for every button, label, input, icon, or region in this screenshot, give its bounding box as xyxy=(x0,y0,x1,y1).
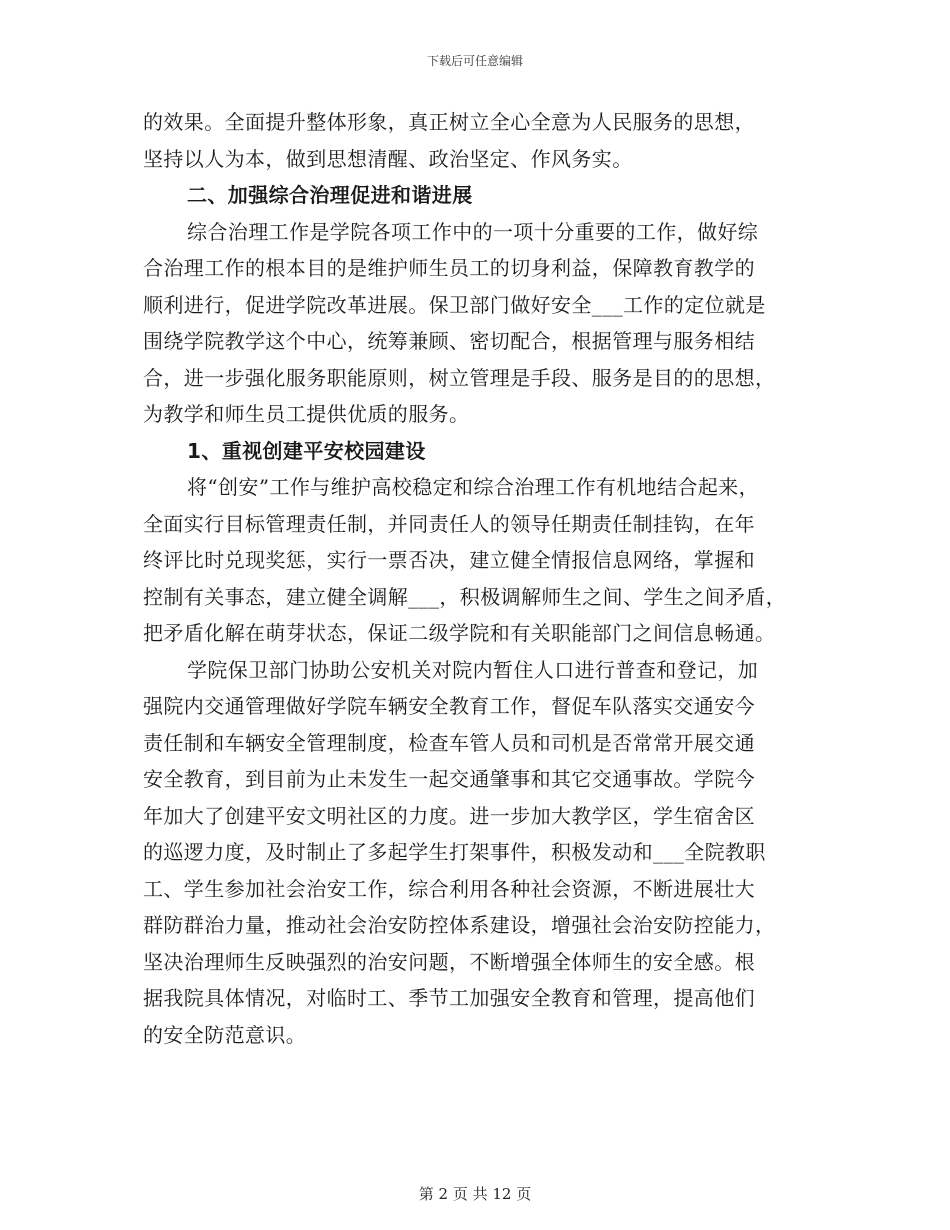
paragraph-line: 围绕学院教学这个中心，统筹兼顾、密切配合，根据管理与服务相结 xyxy=(143,329,755,353)
paragraph-line: 把矛盾化解在萌芽状态，保证二级学院和有关职能部门之间信息畅通。 xyxy=(143,621,776,645)
section-heading: 二、加强综合治理促进和谐进展 xyxy=(187,183,473,207)
paragraph-line: 终评比时兑现奖惩，实行一票否决，建立健全情报信息网络，掌握和 xyxy=(143,548,755,572)
paragraph-line: 为教学和师生员工提供优质的服务。 xyxy=(143,402,470,426)
paragraph-line: 顺利进行，促进学院改革进展。保卫部门做好安全___工作的定位就是 xyxy=(143,292,766,317)
paragraph-line: 控制有关事态，建立健全调解___，积极调解师生之间、学生之间矛盾， xyxy=(143,584,787,609)
document-body xyxy=(143,104,808,1053)
paragraph-line: 将“创安”工作与维护高校稳定和综合治理工作有机地结合起来， xyxy=(187,475,760,499)
paragraph-line: 年加大了创建平安文明社区的力度。进一步加大教学区，学生宿舍区 xyxy=(143,803,755,828)
paragraph-line: 合治理工作的根本目的是维护师生员工的切身利益，保障教育教学的 xyxy=(143,256,755,280)
paragraph-line: 的效果。全面提升整体形象，真正树立全心全意为人民服务的思想， xyxy=(143,110,755,134)
paragraph-line: 群防群治力量，推动社会治安防控体系建设，增强社会治安防控能力， xyxy=(143,913,776,937)
page-header: 下载后可任意编辑 xyxy=(426,54,523,68)
paragraph-line: 坚持以人为本，做到思想清醒、政治坚定、作风务实。 xyxy=(143,146,633,171)
paragraph-line: 综合治理工作是学院各项工作中的一项十分重要的工作，做好综 xyxy=(187,219,759,244)
paragraph-line: 全面实行目标管理责任制，并同责任人的领导任期责任制挂钩，在年 xyxy=(143,511,755,536)
paragraph-line: 合，进一步强化服务职能原则，树立管理是手段、服务是目的的思想， xyxy=(143,365,776,390)
paragraph-line: 的安全防范意识。 xyxy=(143,1022,307,1047)
paragraph-line: 责任制和车辆安全管理制度，检查车管人员和司机是否常常开展交通 xyxy=(143,730,755,755)
paragraph-line: 工、学生参加社会治安工作，综合利用各种社会资源，不断进展壮大 xyxy=(143,876,755,901)
paragraph-line: 强院内交通管理做好学院车辆安全教育工作，督促车队落实交通安今 xyxy=(143,694,755,718)
section-heading: 1、重视创建平安校园建设 xyxy=(187,438,426,463)
paragraph-line: 据我院具体情况，对临时工、季节工加强安全教育和管理，提高他们 xyxy=(143,986,755,1010)
page-number-footer: 第 2 页 共 12 页 xyxy=(418,1185,532,1203)
paragraph-line: 安全教育，到目前为止未发生一起交通肇事和其它交通事故。学院今 xyxy=(143,767,755,791)
paragraph-line: 学院保卫部门协助公安机关对院内暂住人口进行普查和登记，加 xyxy=(187,657,759,682)
paragraph-line: 的巡逻力度，及时制止了多起学生打架事件，积极发动和___全院教职 xyxy=(143,840,766,864)
paragraph-line: 坚决治理师生反映强烈的治安问题，不断增强全体师生的安全感。根 xyxy=(143,949,755,974)
